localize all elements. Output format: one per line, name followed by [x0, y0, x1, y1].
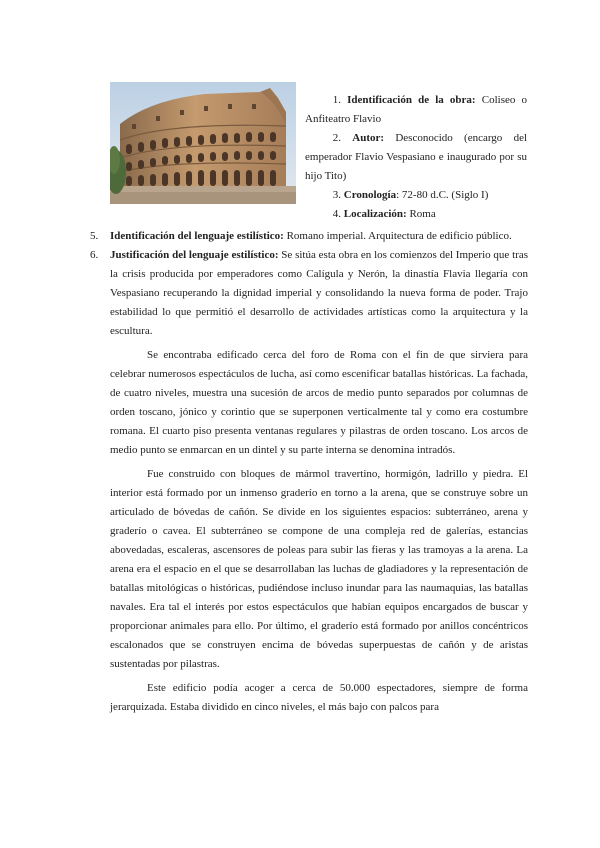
item-number: 5. [90, 230, 99, 242]
item-text: Coliseo o Anfiteatro Flavio [305, 94, 527, 125]
side-item-1 [305, 91, 527, 129]
item-number: 1. [332, 94, 341, 106]
item-text: Romano imperial. Arquitectura de edificio público. [283, 230, 512, 242]
item-label: Identificación del lenguaje estilístico: [110, 230, 284, 242]
body-paragraph: Se encontraba edificado cerca del foro de Roma con el fin de que sirviera para celebrar numerosos espectáculos de lucha, así como escenificar batallas históricas. La fachada, de cuatro niveles, muestra una sucesión de arcos de medio punto separados por columnas de orden toscano, jónico y corintio que se superponen verticalmente tal y como era costumbre romana. El cuarto piso presenta ventanas regulares y pilastras de orden toscano. Los arcos de medio punto se enmarcan en un dintel y su parte interna se denomina intradós. [110, 349, 528, 456]
item-number: 6. [90, 249, 99, 261]
work-identification-list [305, 91, 527, 224]
list-item-6 [90, 246, 528, 341]
body-paragraph: Este edificio podía acoger a cerca de 50.000 espectadores, siempre de forma jerarquizada. Estaba dividido en cinco niveles, el más bajo con palcos para [110, 682, 528, 713]
item-label: Identificación de la obra: [347, 94, 476, 106]
item-number: 4. [332, 208, 341, 220]
body-paragraph: Fue construido con bloques de mármol travertino, hormigón, ladrillo y piedra. El interior está formado por un inmenso graderío en torno a la arena, que se construye sobre un articulado de bóvedas de cañón. Se divide en los siguientes espacios: subterráneo, arena y graderío o cavea. El subterráneo se compone de una compleja red de galerías, estancias abovedadas, escaleras, ascensores de poleas para subir las fieras y las tramoyas a la arena. La arena era el espacio en el que se desarrollaban las luchas de gladiadores y la representación de batallas mitológicas o históricas, pudiéndose incluso inundar para las naumaquias, las batallas navales. Era tal el interés por estos espectáculos que habían equipos encargados de buscar y proporcionar animales para ello. Por último, el graderío está formado por anillos concéntricos escalonados que se construyen encima de bóvedas superpuestas de cañón y de aristas sustentadas por pilastras. [110, 468, 528, 670]
list-item-5 [90, 227, 528, 246]
item-number: 2. [332, 132, 341, 144]
side-item-2 [305, 129, 527, 186]
item-label: Justificación del lenguaje estilístico: [110, 249, 279, 261]
side-item-3 [305, 186, 527, 205]
item-label: Autor: [352, 132, 385, 144]
item-text: Desconocido (encargo del emperador Flavio Vespasiano e inaugurado por su hijo Tito) [305, 132, 528, 182]
document-body [90, 227, 528, 717]
item-text: : 72-80 d.C. (Siglo I) [396, 189, 489, 201]
item-text: Roma [406, 208, 436, 220]
side-item-4 [305, 205, 527, 224]
colosseum-photo [110, 82, 296, 204]
item-label: Localización: [343, 208, 407, 220]
item-label: Cronología [343, 189, 397, 201]
item-number: 3. [332, 189, 341, 201]
item-text: Se sitúa esta obra en los comienzos del Imperio que tras la crisis producida por emperadores como Calígula y Nerón, la dinastía Flavia llegaría con Vespasiano recuperando la dignidad imperial y consolidando la nueva forma de poder. Trajo estabilidad lo que permitió el desarrollo de actividades artísticas como la arquitectura y la escultura. [110, 249, 528, 337]
